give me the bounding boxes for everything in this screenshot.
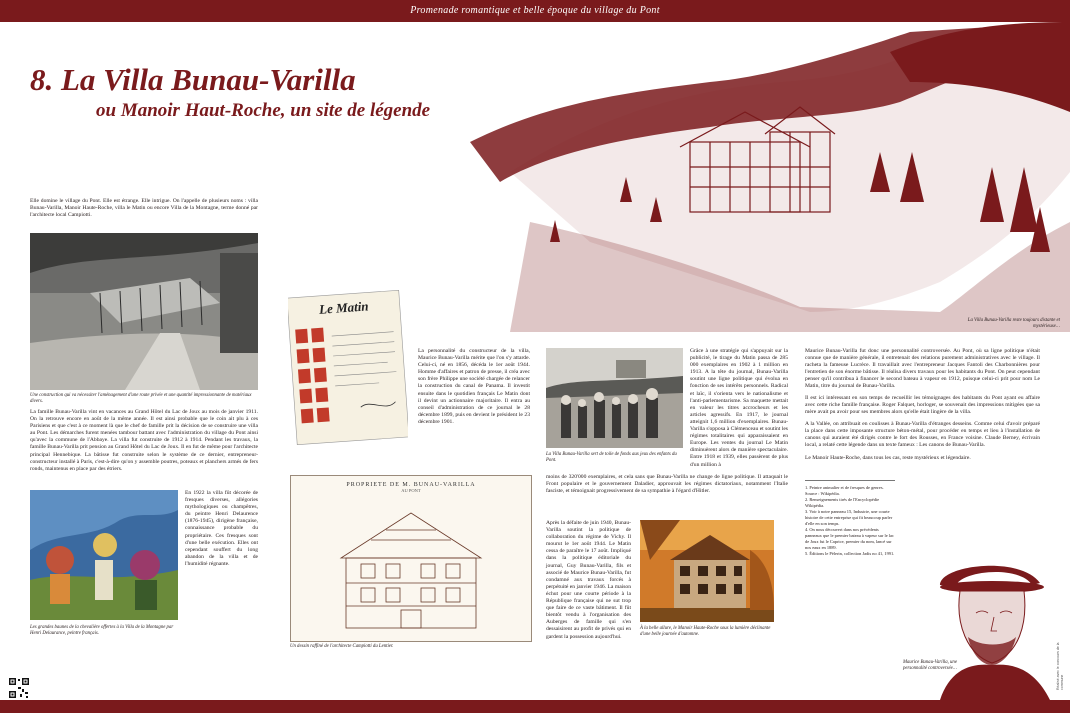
strategie-paragraph: Grâce à une stratégie qui s'appuyait sur la publicité, le tirage du Matin passa de 285 000 exemplaires en 1902 à 1 million en 1913. A la tête du journal, Bunau-Varilla soutint une ligne politique qui évolua en fonction de ses intérêts personnels. Radical et laïc, il s'orienta vers le nationalisme et l'anti-parlementarisme. Sa maquette mettait en valeur les titres accrocheurs et les articles agressifs. En 1917, le journal atteignit 1,6 million d'exemplaires. Bunau-Varilla s'opposa à Clémenceau et soutint les régimes totalitaires qui apparaissaient en Europe. Les ventes du journal Le Matin diminuèrent alors de manière spectaculaire. Entre 1918 et 1939, elles passèrent de plus d'un million à <box>690 348 788 468</box>
footnotes <box>805 485 895 557</box>
defaite-paragraph: Après la défaite de juin 1940, Bunau-Varilla soutint la politique de collaboration du régime de Vichy. Il mourut le 1er août 1944. Le Matin cessa de paraître le 17 août. Impliqué dans la politique éditoriale du journal, Guy Bunau-Varilla, fils et associé de Maurice Bunau-Varilla, fut condamné aux travaux forcés à perpétuité en janvier 1946. La maison échut pour une courte période à la République française qui ne sut trop que faire de ce vaste bâtiment. Il fût bientôt vendu à l'organisation des Auberges de famille qui s'en dessaisirent au profit de privés qui en gardent la possession aujourd'hui. <box>546 520 631 640</box>
intro-paragraph: Elle domine le village du Pont. Elle est étrange. Elle intrigue. On l'appelle de plusieurs noms : villa Bunau-Varilla, Manoir Haute-Roche, villa le Matin ou encore Villa de la Montagne, terme donné par l'architecte local Campiotti. <box>30 198 258 219</box>
qr-code-icon[interactable] <box>8 677 30 699</box>
drawing-label: PROPRIETE DE M. BUNAU-VARILLA <box>346 482 476 488</box>
autumn-villa-photo <box>640 520 774 622</box>
footer-band <box>0 700 1070 713</box>
personnalite-paragraph: La personnalité du constructeur de la villa, Maurice Bunau-Varilla mérite que l'on s'y attarde. Celui-ci, né en 1856, décéda le 1er août 1944. Homme d'affaires et patron de presse, il créa avec son frère Philippe une société chargée de relancer la construction du canal de Panama. Il investit ensuite dans le quotidien français Le Matin dont il devint un actionnaire majoritaire. Il entra au conseil d'administration de ce journal le 28 décembre 1899, puis en devient le président le 23 décembre 1901. <box>418 348 530 425</box>
temoignages-paragraph: Il est ici intéressant en son temps de recueillir les témoignages des habitants du Pont ayant eu affaire avec cette riche famille française. Roger Falquet, horloger, se souvenait des impressions mitigées que sa mère avait pu avoir pour ses membres alors qu'elle était lingère de la villa. <box>805 395 1040 416</box>
vallee-paragraph: A la Vallée, on attribuait en coulisses à Bunau-Varilla d'étranges desseins. Comme celui d'avoir préparé la place dans cette imposante structure béton-métal, pour procéder en temps et lieu à l'installation de canons qui auraient été dirigés contre le fort des Rousses, en France voisine. Claude Berney, écrivain local, a relaté cette légende dans un texte fameux : Les canons de Bunau-Varilla. <box>805 421 1040 449</box>
construction-photo <box>30 233 258 390</box>
controverse-paragraph: Maurice Bunau-Varilla fut donc une personnalité controversée. Au Pont, où sa ligne politique n'était connue que de manière générale, il entretenait des relations purement administratives avec le village. Il racheta la fameuse Lucrèce. Il travaillait avec l'entrepreneur Jacques Fantoli des Charbonnières pour l'entretien de son énorme bâtisse. Il réalisa divers travaux pour les habitants du Pont. On peut cependant penser qu'il contribua à financer le second bateau à vapeur en 1912, puisque celui-ci prit pour nom Le Matin, titre du journal de Bunau-Varilla. <box>805 348 1040 390</box>
fresque-photo <box>30 490 178 620</box>
children-photo <box>546 348 683 448</box>
footnote-3: 3. Voir à notre panneau 15, Industrie, une courte histoire de cette entreprise qui fit beaucoup parler d'elle en son temps. <box>805 509 893 526</box>
side-credit: Réalisé avec le concours de la commune <box>1056 642 1064 690</box>
fresques-paragraph: En 1922 la villa fût décorée de fresques diverses, allégories mythologiques ou champêtres, du peintre Henri Delaurence (1876-1945), dirigène française, connaissance probable du propriétaire. Ces fresques sont d'une belle exécution. Elles ont cependant souffert du long abandon de la villa et de l'humidité régnante. <box>185 490 258 567</box>
portrait-sketch <box>920 555 1060 700</box>
illustration-caption: La Villa Bunau-Varilla reste toujours distante et mystérieuse… <box>967 318 1060 329</box>
footnote-1: 1. Peintre animalier et de fresques de genres. Source : Wikipédia. <box>805 485 884 496</box>
le-matin-newspaper <box>288 290 408 445</box>
construction-caption: Une construction qui va nécessiter l'aménagement d'une route privée et une quantité impressionnante de matériaux divers. <box>30 393 252 404</box>
footnote-2: 2. Renseignements tirés de l'Encyclopédie Wikipédia. <box>805 497 880 508</box>
automne-caption: À la belle allure, le Manoir Haute-Roche sous la lumière déclinante d'une belle journée d'automne. <box>640 626 771 637</box>
header-band-title: Promenade romantique et belle époque du village du Pont <box>410 5 660 16</box>
enfants-caption: La Villa Bunau-Varilla sert de toile de fonds aux jeux des enfants du Pont. <box>546 452 677 463</box>
strategie-suite-paragraph: moins de 320'000 exemplaires, et cela sans que Bunau-Varilla ne change de ligne politique. Il attaquait le Front populaire et le gouvernement Daladier, approuvait les régimes dictatoriaux, notamment l'Italie fasciste, et témoignait progressivement de sa sympathie à l'égard d'Hitler. <box>546 474 788 495</box>
page-subtitle: ou Manoir Haut-Roche, un site de légende <box>96 100 431 121</box>
architect-drawing <box>290 475 532 642</box>
footnote-5: 5. Éditions le Pèlerin, collection Jadis no 41, 1991. <box>805 551 895 556</box>
footnote-4: 4. On nous découvert dans nos précédents panneaux que le premier bateau à vapeur sur le lac de Joux fut le Caprice, premier du nom, lancé sur nos eaux en 1889. <box>805 527 894 550</box>
dessin-caption: Un dessin raffiné de l'architecte Campiotti du Lentier. <box>290 644 394 649</box>
fresque-caption: Les grandes baunes de la chevalière offertes à la Villa de la Montagne par Henri Delaurance, peintre français. <box>30 625 174 636</box>
portrait-caption: Maurice Bunau-Varilla, une personnalité controversée… <box>903 660 958 671</box>
villa-elevation-drawing <box>311 498 511 636</box>
drawing-sublabel: AU PONT <box>401 488 421 493</box>
page-title: 8. La Villa Bunau-Varilla <box>30 62 356 97</box>
notes-divider <box>805 480 895 481</box>
newspaper-masthead: Le Matin <box>318 298 369 317</box>
villa-illustration <box>470 22 1070 332</box>
famille-paragraph: La famille Bunau-Varilla vint en vacances au Grand Hôtel du Lac de Joux au mois de janvier 1911. On la retrouve encore en août de la même année. Il est ainsi probable que le coin ait plu à ces Parisiens et que c'est à ce moment là que le chef de famille prit la décision de se construire une villa au Pont. Les démarches furent menées tambour battant avec l'administration du village du Pont ainsi qu'avec la commune de l'Abbaye. La villa fut construite de 1912 à 1914. Pendant les travaux, la famille Bunau-Varilla prit pension au Grand Hôtel du Lac de Joux. Il en fut de même pour l'architecte principal Hennebique. La bâtisse fut construite selon le système de ce dernier, entrepreneur-constructeur installé à Paris, c'est-à-dire qu'on y assemble poutres, poteaux et planchers armés de fers ronds, maintenus en place par des étriers. <box>30 409 258 472</box>
legende-paragraph: Le Manoir Haute-Roche, dans tous les cas, reste mystérieux et légendaire. <box>805 455 971 461</box>
header-band <box>0 0 1070 22</box>
